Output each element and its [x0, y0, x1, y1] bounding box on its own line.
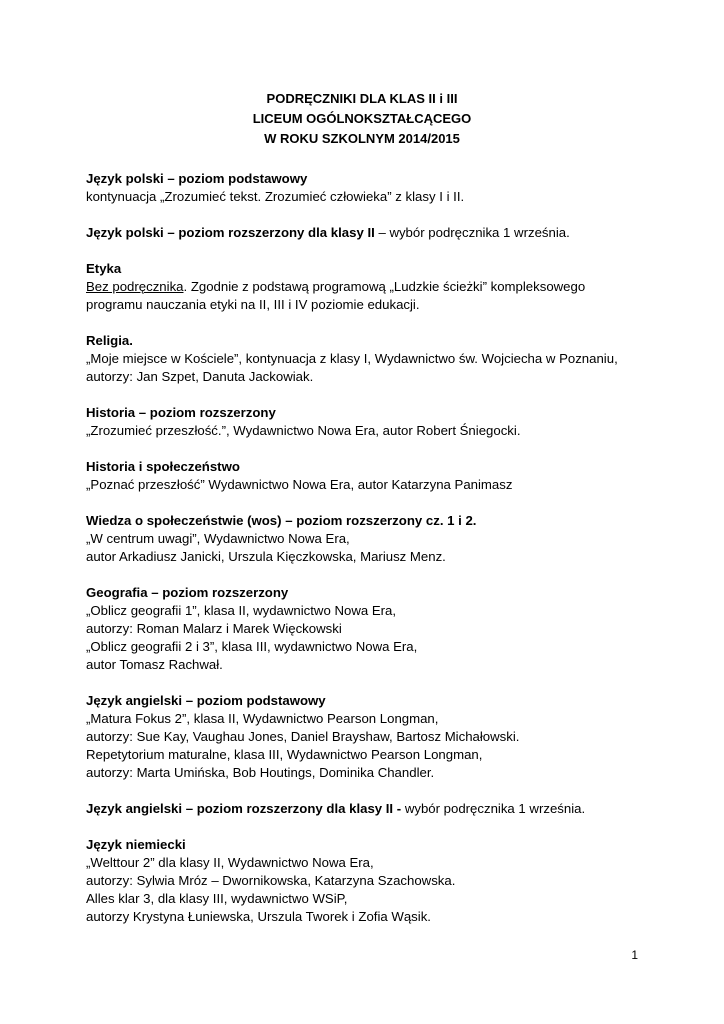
- section-line: [86, 278, 666, 296]
- section-line: „Oblicz geografii 1”, klasa II, wydawnictwo Nowa Era,: [86, 603, 397, 618]
- section-heading: Język polski – poziom rozszerzony dla klasy II: [86, 225, 375, 240]
- section-line: autorzy: Roman Malarz i Marek Więckowski: [86, 621, 342, 636]
- section-line: autorzy: Jan Szpet, Danuta Jackowiak.: [86, 369, 314, 384]
- section-line: autor Arkadiusz Janicki, Urszula Kięczkowska, Mariusz Menz.: [86, 549, 446, 564]
- section-line: autorzy: Marta Umińska, Bob Houtings, Dominika Chandler.: [86, 765, 435, 780]
- underlined-text: Bez podręcznika: [86, 279, 184, 294]
- section-heading: Język angielski – poziom podstawowy: [86, 693, 326, 708]
- section-niemiecki: [86, 836, 666, 926]
- section-line: „Zrozumieć przeszłość.”, Wydawnictwo Nowa Era, autor Robert Śniegocki.: [86, 423, 521, 438]
- document-body: [86, 170, 666, 944]
- section-heading: Język niemiecki: [86, 837, 186, 852]
- section-line: [86, 800, 666, 818]
- section-religia: [86, 332, 666, 386]
- section-heading: Etyka: [86, 261, 122, 276]
- section-historia-spoleczenstwo: [86, 458, 666, 494]
- section-line: autorzy Krystyna Łuniewska, Urszula Tworek i Zofia Wąsik.: [86, 909, 431, 924]
- section-wos: [86, 512, 666, 566]
- section-line: „Matura Fokus 2”, klasa II, Wydawnictwo Pearson Longman,: [86, 711, 439, 726]
- section-line: programu nauczania etyki na II, III i IV poziomie edukacji.: [86, 297, 420, 312]
- section-line: Repetytorium maturalne, klasa III, Wydawnictwo Pearson Longman,: [86, 747, 483, 762]
- section-text: – wybór podręcznika 1 września.: [374, 225, 570, 240]
- section-line: autorzy: Sue Kay, Vaughau Jones, Daniel Brayshaw, Bartosz Michałowski.: [86, 729, 520, 744]
- section-heading: Język angielski – poziom rozszerzony dla klasy II -: [86, 801, 402, 816]
- section-heading: Historia i społeczeństwo: [86, 459, 240, 474]
- section-heading: Religia.: [86, 333, 133, 348]
- page-number: 1: [631, 948, 638, 962]
- section-line: autor Tomasz Rachwał.: [86, 657, 223, 672]
- section-geografia: [86, 584, 666, 674]
- section-polski-podstawowy: [86, 170, 666, 206]
- section-line: „Moje miejsce w Kościele”, kontynuacja z klasy I, Wydawnictwo św. Wojciecha w Poznaniu,: [86, 351, 618, 366]
- section-polski-rozszerzony: [86, 224, 666, 242]
- section-historia-rozszerzony: [86, 404, 666, 440]
- title-line: PODRĘCZNIKI DLA KLAS II i III: [266, 91, 458, 106]
- section-line: autorzy: Sylwia Mróz – Dwornikowska, Katarzyna Szachowska.: [86, 873, 456, 888]
- section-line: „W centrum uwagi”, Wydawnictwo Nowa Era,: [86, 531, 350, 546]
- section-line: „Poznać przeszłość” Wydawnictwo Nowa Era, autor Katarzyna Panimasz: [86, 477, 513, 492]
- section-etyka: [86, 260, 666, 314]
- section-angielski-podstawowy: [86, 692, 666, 782]
- section-heading: Geografia – poziom rozszerzony: [86, 585, 289, 600]
- section-line: „Welttour 2” dla klasy II, Wydawnictwo Nowa Era,: [86, 855, 374, 870]
- section-line: Alles klar 3, dla klasy III, wydawnictwo WSiP,: [86, 891, 348, 906]
- document-title: [0, 89, 724, 149]
- section-heading: Język polski – poziom podstawowy: [86, 171, 308, 186]
- title-line: W ROKU SZKOLNYM 2014/2015: [264, 131, 460, 146]
- section-line: kontynuacja „Zrozumieć tekst. Zrozumieć człowieka” z klasy I i II.: [86, 189, 465, 204]
- section-text: wybór podręcznika 1 września.: [401, 801, 586, 816]
- section-line: [86, 224, 666, 242]
- section-angielski-rozszerzony: [86, 800, 666, 818]
- section-text: . Zgodnie z podstawą programową „Ludzkie ścieżki” kompleksowego: [183, 279, 586, 294]
- section-line: „Oblicz geografii 2 i 3”, klasa III, wydawnictwo Nowa Era,: [86, 639, 418, 654]
- section-heading: Historia – poziom rozszerzony: [86, 405, 276, 420]
- section-heading: Wiedza o społeczeństwie (wos) – poziom rozszerzony cz. 1 i 2.: [86, 513, 477, 528]
- title-line: LICEUM OGÓLNOKSZTAŁCĄCEGO: [252, 111, 472, 126]
